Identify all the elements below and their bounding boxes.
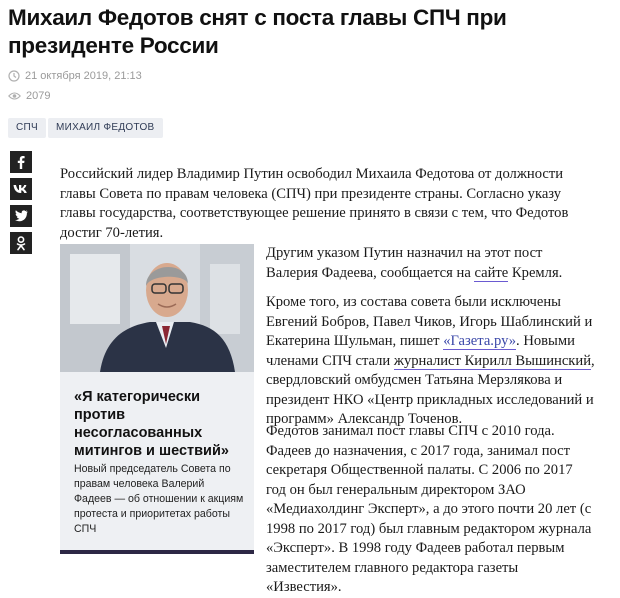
date-row [8,70,142,82]
article-photo [60,244,254,372]
paragraph-1-text-b: Кремля. [508,264,563,281]
publish-date: 21 октября 2019, 21:13 [25,70,142,82]
vk-icon [13,184,29,194]
sidebar-quote-card[interactable] [60,372,254,554]
article-paragraph-1 [266,244,596,283]
sidebar-quote-text: Новый председатель Совета по правам человека Валерий Фадеев — об отношении к акциям протеста и приоритетах работы СПЧ [74,463,244,535]
view-count: 2079 [26,90,51,102]
odnoklassniki-icon [16,236,26,251]
facebook-icon [15,155,27,169]
clock-icon [8,70,20,82]
share-facebook-button[interactable] [10,151,32,173]
paragraph-2-text-a: Кроме того, из состава совета были исключены Евгений Бобров, Павел Чиков, Игорь Шаблинский и Екатерина Шульман, пишет [266,294,593,349]
portrait-image [60,244,254,372]
twitter-icon [14,210,28,222]
article-title: Михаил Федотов снят с поста главы СПЧ при президенте России [8,5,507,58]
share-odnoklassniki-button[interactable] [10,232,32,254]
paragraph-2-text-b: . Новыми членами СПЧ стали [266,333,575,369]
article-paragraph-3: Федотов занимал пост главы СПЧ с 2010 года. Фадеев до назначения, с 2017 года, занимал пост секретаря Общественной палаты. С 2006 по 2017 год он был генеральным директором ЗАО «Медиахолдинг Эксперт», а до этого почти 20 лет (с 1998 по 2017 год) был главным редактором журнала «Эксперт». В 1998 году Фадеев работал первым заместителем главного редактора газеты «Известия». [266,423,592,595]
article-paragraph-2 [266,293,596,430]
share-twitter-button[interactable] [10,205,32,227]
article-lead: Российский лидер Владимир Путин освободил Михаила Федотова от должности главы Совета по правам человека (СПЧ) при президенте страны. Согласно указу главы государства, соответствующее решение принято в связи с тем, что Федотов достиг 70-летия. [60,166,569,241]
share-vk-button[interactable] [10,178,32,200]
tag-spch[interactable]: СПЧ [8,118,46,138]
views-row [8,90,50,102]
sidebar-quote-title[interactable]: «Я категорически против несогласованных митингов и шествий» [74,389,229,459]
tag-mikhail-fedotov[interactable]: МИХАИЛ ФЕДОТОВ [48,118,163,138]
kremlin-site-link[interactable]: сайте [474,264,509,281]
eye-icon [8,91,21,101]
gazeta-ru-link[interactable]: «Газета.ру» [443,333,517,349]
paragraph-1-text-a: Другим указом Путин назначил на этот пост Валерия Фадеева, сообщается на [266,245,543,281]
paragraph-2-text-c: , свердловский омбудсмен Татьяна Мерзлякова и президент НКО «Центр прикладных исследований и программ» Александр Точенов. [266,352,595,427]
kirill-vyshinsky-link[interactable]: журналист Кирилл Вышинский [393,352,592,369]
